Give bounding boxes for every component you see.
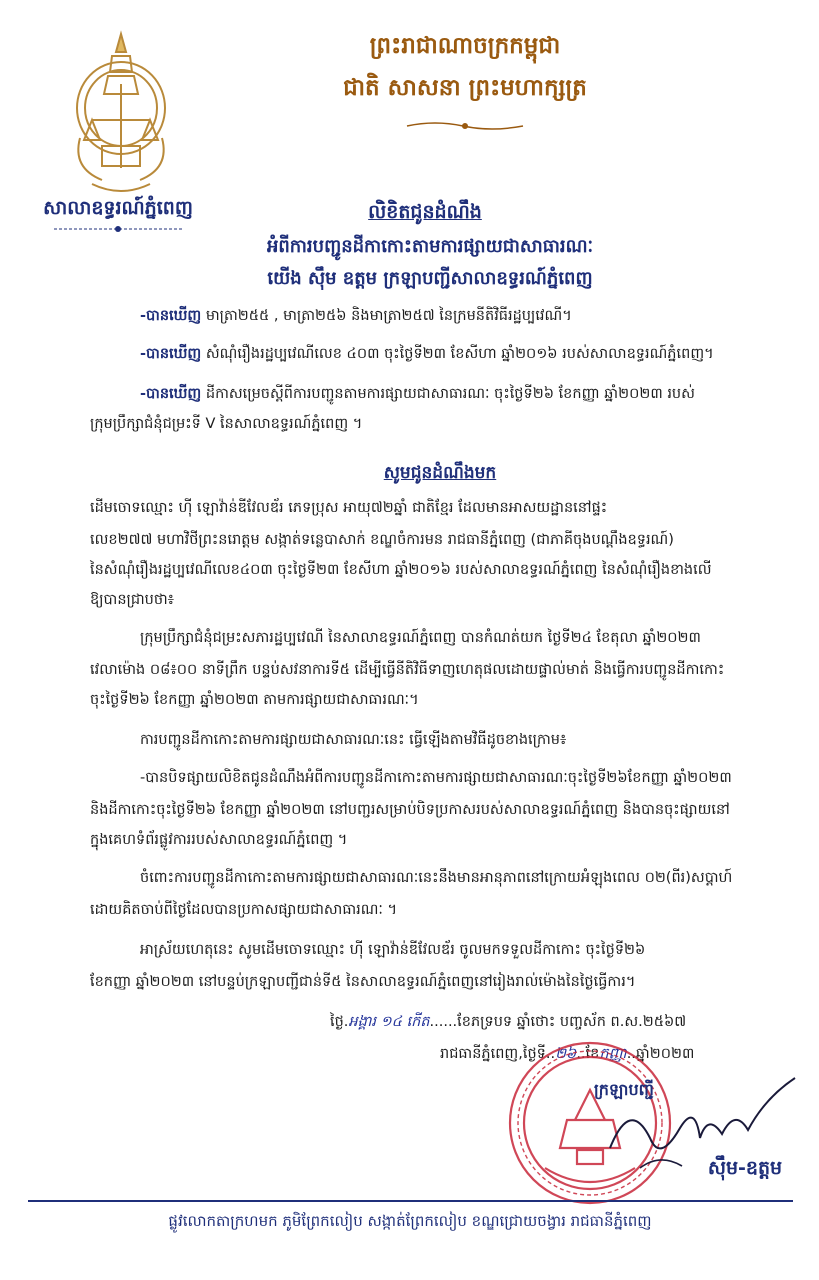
paragraph-6-line: អាស្រ័យហេតុនេះ សូមដើមចោទឈ្មោះ ហ៊ី ឡោវ៉ាន់ឌីវែលឌ័រ ចូលមកទទួលដីកាកោះ ចុះថ្ងៃទី២៦ xyxy=(140,942,646,958)
footer-divider xyxy=(28,1200,793,1202)
lunar-date: ថ្ងៃ.អង្គារ ១៤ កើត......ខែភទ្របទ ឆ្នាំថោះ បញ្ចស័ក ព.ស.២៥៦៧ xyxy=(330,1014,687,1030)
document-subject: អំពីការបញ្ជូនដីកាកោះតាមការផ្សាយជាសាធារណៈ xyxy=(266,236,594,257)
handwritten-day: ២៦ xyxy=(555,1046,577,1062)
paragraph-1-line: លេខ២៧៧ មហាវិថីព្រះនរោត្តម សង្កាត់ទន្លេបាសាក់ ខណ្ឌចំការមន រាជធានីភ្នំពេញ (ជាភាគីចុងបណ្តឹងឧទ្ធរណ៍) xyxy=(90,532,674,548)
handwritten-month: កញ្ញា xyxy=(599,1046,627,1062)
paragraph-1-line: នៃសំណុំរឿងរដ្ឋប្បវេណីលេខ៤០៣ ចុះថ្ងៃទី២៣ ខែសីហា ឆ្នាំ២០១៦ របស់សាលាឧទ្ធរណ៍ភ្នំពេញ នៃសំណុំរឿងខាងលើ xyxy=(90,562,712,578)
court-emblem xyxy=(62,28,180,200)
kingdom-title: ព្រះរាជាណាចក្រកម្ពុជា xyxy=(369,32,561,59)
paragraph-5-line: ចំពោះការបញ្ជូនដីកាកោះតាមការផ្សាយជាសាធារណៈនេះនឹងមានអានុភាពនៅក្រោយអំឡុងពេល ០២(ពីរ)សប្តាហ៍ xyxy=(140,870,733,886)
footer-address: ផ្លូវលោកតាក្រហមក ភូមិព្រែកលៀប សង្កាត់ព្រែកលៀប ខណ្ឌជ្រោយចង្វារ រាជធានីភ្នំពេញ xyxy=(168,1212,652,1230)
motto-ornament xyxy=(405,118,525,134)
national-motto: ជាតិ សាសនា ព្រះមហាក្សត្រ xyxy=(343,74,587,101)
paragraph-4-line: -បានបិទផ្សាយលិខិតជូនដំណឹងអំពីការបញ្ជូនដីកាកោះតាមការផ្សាយជាសាធារណៈចុះថ្ងៃទី២៦ខែកញ្ញា ឆ្នាំ២០២៣ xyxy=(140,770,732,786)
paragraph-4-line: និងដីកាកោះចុះថ្ងៃទី២៦ ខែកញ្ញា ឆ្នាំ២០២៣ នៅបញ្ជរសម្រាប់បិទប្រកាសរបស់សាលាឧទ្ធរណ៍ភ្នំពេញ និងបានចុះផ្សាយនៅ xyxy=(90,802,730,818)
handwritten-lunar-date: អង្គារ ១៤ កើត xyxy=(348,1014,430,1030)
paragraph-2-line: វេលាម៉ោង ០៨៖០០ នាទីព្រឹក បន្ទប់សវនាការទី៥ ដើម្បីធ្វើនីតិវិធីទាញហេតុផលដោយផ្ទាល់មាត់ និងធ្វើការបញ្ជូនដីកាកោះ xyxy=(90,662,725,678)
consideration-1: -បានឃើញ មាត្រា២៥៥ , មាត្រា២៥៦ និងមាត្រា២៥៧ នៃក្រមនីតិវិធីរដ្ឋប្បវេណី។ xyxy=(140,308,572,324)
paragraph-4-line: ក្នុងគេហទំព័រផ្លូវការរបស់សាលាឧទ្ធរណ៍ភ្នំពេញ ។ xyxy=(90,832,348,848)
paragraph-2-line: ក្រុមប្រឹក្សាជំនុំជម្រះសភារដ្ឋប្បវេណី នៃសាលាឧទ្ធរណ៍ភ្នំពេញ បានកំណត់យក ថ្ងៃទី២៤ ខែតុលា ឆ្នាំ២០២៣ xyxy=(140,630,701,646)
paragraph-3: ការបញ្ជូនដីកាកោះតាមការផ្សាយជាសាធារណៈនេះ ធ្វើឡើងតាមវិធីដូចខាងក្រោម៖ xyxy=(140,732,567,748)
paragraph-6-line: ខែកញ្ញា ឆ្នាំ២០២៣ នៅបន្ទប់ក្រឡាបញ្ជីជាន់ទី៥ នៃសាលាឧទ្ធរណ៍ភ្នំពេញនៅរៀងរាល់ម៉ោងនៃថ្ងៃធ្វើការ។ xyxy=(90,974,636,990)
court-name-ornament xyxy=(54,224,182,234)
signatory-name: ស៊ឹម-ឧត្តម xyxy=(707,1157,783,1179)
consideration-3: -បានឃើញ ដីកាសម្រេចស្តីពីការបញ្ជូនតាមការផ្សាយជាសាធារណៈ ចុះថ្ងៃទី២៦ ខែកញ្ញា ឆ្នាំ២០២៣ របស់ xyxy=(140,386,695,402)
paragraph-5-line: ដោយគិតចាប់ពីថ្ងៃដែលបានប្រកាសផ្សាយជាសាធារណៈ ។ xyxy=(90,902,398,918)
consideration-2: -បានឃើញ សំណុំរឿងរដ្ឋប្បវេណីលេខ ៤០៣ ចុះថ្ងៃទី២៣ ខែសីហា ឆ្នាំ២០១៦ របស់សាលាឧទ្ធរណ៍ភ្នំពេញ។ xyxy=(140,346,714,362)
paragraph-1-line: ឱ្យបានជ្រាបថា៖ xyxy=(90,592,175,608)
paragraph-1-line: ដើមចោទឈ្មោះ ហ៊ី ឡោវ៉ាន់ឌីវែលឌ័រ ភេទប្រុស អាយុ៧២ឆ្នាំ ជាតិខ្មែរ ដែលមានអាសយដ្ឋាននៅផ្ទះ xyxy=(90,500,608,516)
court-name: សាលាឧទ្ធរណ៍ភ្នំពេញ xyxy=(43,197,193,219)
paragraph-2-line: ចុះថ្ងៃទី២៦ ខែកញ្ញា ឆ្នាំ២០២៣ តាមការផ្សាយជាសាធារណៈ។ xyxy=(90,692,419,708)
notice-heading: សូមជូនដំណឹងមក xyxy=(383,463,497,483)
consideration-3-cont: ក្រុមប្រឹក្សាជំនុំជម្រះទី V នៃសាលាឧទ្ធរណ៍ភ្នំពេញ ។ xyxy=(90,416,363,432)
signatory-title: ក្រឡាបញ្ជី xyxy=(594,1080,654,1099)
document-title: លិខិតជូនដំណឹង xyxy=(368,201,482,223)
solar-date: រាជធានីភ្នំពេញ,ថ្ងៃទី..២៦..ខែកញ្ញា..ឆ្នាំ២០២៣ xyxy=(440,1046,695,1062)
document-author: យើង ស៊ឹម ឧត្តម ក្រឡាបញ្ជីសាលាឧទ្ធរណ៍ភ្នំពេញ xyxy=(267,268,593,289)
